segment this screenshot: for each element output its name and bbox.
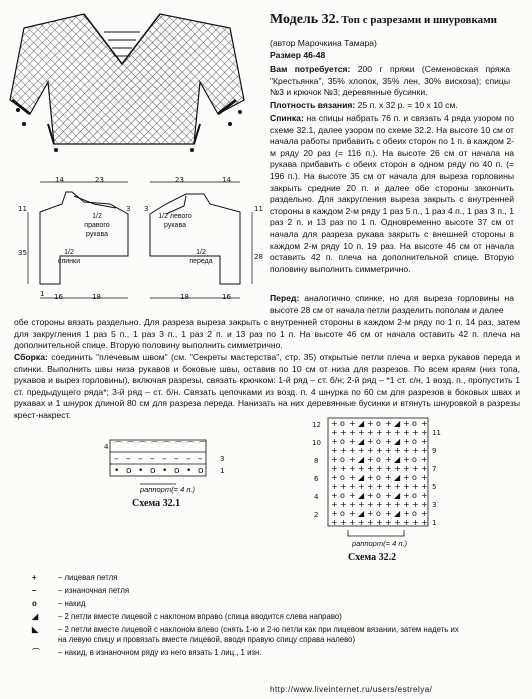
chart-symbol: + [403,455,410,464]
chart-symbol: + [421,455,428,464]
chart-symbol: + [358,428,365,437]
chart-symbol: o [412,455,417,464]
back-paragraph [270,113,514,275]
legend-item [32,648,261,658]
chart-symbol: ◢ [358,473,365,482]
chart-symbol: + [385,446,392,455]
row-number: 5 [432,483,437,491]
chart-symbol: o [412,491,417,500]
chart-symbol: + [349,419,356,428]
legend-text: – 2 петли вместе лицевой с наклоном вправо (спица вводится слева направо) [58,612,342,621]
dim-label: 16 [222,293,231,301]
chart-symbol: + [331,428,338,437]
assembly-label: Сборка: [14,352,48,362]
legend-item [32,612,342,622]
chart-symbol: ⌒ [198,442,208,452]
chart-symbol: ◢ [394,419,401,428]
chart-symbol: o [376,509,381,518]
gauge-paragraph [270,100,510,112]
chart-symbol: o [340,509,345,518]
chart-symbol: ◢ [358,455,365,464]
legend-item [32,625,459,635]
chart-symbol: o [340,419,345,428]
dim-label: 1 [40,290,45,298]
k2tog-left-icon: ◣ [32,625,38,634]
dim-label: 35 [18,249,27,257]
chart-symbol: + [331,455,338,464]
legend-item [32,586,129,596]
chart-symbol: + [367,428,374,437]
chart-symbol: • [114,466,120,476]
chart-symbol: + [349,428,356,437]
chart-symbol: + [421,419,428,428]
chart-symbol: + [349,473,356,482]
chart-symbol: + [394,500,401,509]
chart-symbol: ⌒ [162,442,172,452]
chart-symbol: + [331,500,338,509]
chart-symbol: • [162,466,168,476]
chart-symbol: + [376,518,383,527]
chart-symbol: o [376,491,381,500]
front-paragraph-top [270,293,514,316]
row-number: 11 [432,429,441,437]
chart-symbol: + [340,464,347,473]
chart-symbol: + [385,464,392,473]
row-number: 12 [312,421,321,429]
chart-symbol: ◢ [394,473,401,482]
chart-symbol: o [412,509,417,518]
chart-symbol: + [367,437,374,446]
purl-symbol-icon: – [32,586,37,595]
dim-label: 18 [92,293,101,301]
chart-symbol: + [331,419,338,428]
chart-symbol: + [376,446,383,455]
legend-text: на левую спицу и провязать вместе лицевой, вводя правую спицу справа налево) [58,635,356,644]
chart-symbol: + [349,482,356,491]
chart-symbol: + [349,446,356,455]
chart-symbol: – [174,454,179,464]
pattern-schematic [6,174,271,314]
chart-symbol: ⌒ [174,442,184,452]
model-name: Топ с разрезами и шнуровками [341,14,497,26]
chart-symbol: + [331,518,338,527]
front-paragraph: обе стороны вязать раздельно. Для разреза выреза закрыть с внутренней стороны в каждом 2-м ряду по 1 п. 14 раз, затем для закругления 1 раз 5 п., 1 раз 3 п., 1 раз 2 п. и 13 раз по 1 п. На высоте 46 см от начала оставить 42 п. плеча на дополнительной спице. Вторую половину выполнить симметрично. [14,317,520,351]
row-number: 9 [432,447,437,455]
chart-symbol: + [421,437,428,446]
chart-symbol: o [412,473,417,482]
chart-symbol: + [403,464,410,473]
chart-symbol: o [340,473,345,482]
scheme-32-1-caption: Схема 32.1 [132,498,181,509]
chart-symbol: + [340,446,347,455]
chart-symbol: + [403,518,410,527]
chart-symbol: + [403,491,410,500]
front-sleeve-label: 1/2 левого рукава [158,213,192,229]
chart-symbol: + [421,428,428,437]
chart-symbol: – [114,454,119,464]
chart-symbol: + [367,464,374,473]
chart-symbol: + [367,491,374,500]
materials-paragraph [270,64,510,99]
chart-symbol: + [367,509,374,518]
chart-symbol: + [385,491,392,500]
chart-symbol: + [385,500,392,509]
chart-symbol: + [331,491,338,500]
chart-symbol: ◢ [394,455,401,464]
front-text-top: аналогично спинке, но для выреза горловины на высоте 28 см от начала петли разделить пополам и далее [270,293,514,315]
chart-symbol: + [358,518,365,527]
chart-symbol: ◢ [358,419,365,428]
chart-symbol: + [421,509,428,518]
chart-symbol: + [367,446,374,455]
chart-symbol: + [421,500,428,509]
chart-symbol: + [349,509,356,518]
chart-symbol: + [358,482,365,491]
chart-symbol: + [385,509,392,518]
chart-symbol: + [394,446,401,455]
chart-symbol: + [421,446,428,455]
chart-symbol: + [421,518,428,527]
chart-symbol: + [412,500,419,509]
chart-symbol: + [403,419,410,428]
chart-symbol: + [376,464,383,473]
row-number: 8 [314,457,319,465]
chart-symbol: + [394,464,401,473]
row-number: 1 [432,519,437,527]
chart-symbol: + [385,473,392,482]
k2tog-right-icon: ◢ [32,612,38,621]
chart-symbol: + [331,473,338,482]
rapport-label: раппорт(= 4 п.) [140,485,196,494]
chart-symbol: ◢ [394,509,401,518]
chart-symbol: + [412,482,419,491]
row-number: 10 [312,439,321,447]
back-label: Спинка: [270,113,304,123]
assembly-text: соединить "плечевым швом" (см. "Секреты мастерства", стр. 35) открытые петли плеча и верха рукавов переда и спинки. Выполнить швы низа рукавов и боковые швы, оставив по 10 см от низа для разрезов. По всем краям (низ топа, рукавов и вырез горловины), включая разрезы, связать крючком: 1-й ряд – ст. б/н; 2-й ряд – *1 ст. с/н, 1 возд. п., пропустить 1 ст. предыдущего ряда*; 3-й ряд – ст. б/н. Связать цепочками из возд. п. 4 шнурка по 60 см для разрезов в боковых швах и рукавах и 1 шнурок длиной 80 см для разреза переда. Нанизать на них деревянные бусинки и втянуть шнуровкой в разрезы крест-накрест. [14,352,520,420]
chart-symbol: o [376,455,381,464]
model-number: Модель 32. [270,12,340,27]
size: Размер 46-48 [270,50,326,60]
chart-symbol: + [403,437,410,446]
chart-symbol: + [358,500,365,509]
dim-label: 28 [254,253,263,261]
dim-label: 16 [54,293,63,301]
chart-symbol: + [367,500,374,509]
chart-symbol: + [331,437,338,446]
gauge-label: Плотность вязания: [270,100,356,110]
model-title [270,14,497,27]
chart-symbol: + [367,419,374,428]
chart-symbol: + [340,518,347,527]
chart-symbol: + [412,428,419,437]
chart-symbol: + [403,428,410,437]
chart-symbol: o [412,437,417,446]
chart-symbol: + [403,446,410,455]
chart-symbol: o [174,466,180,476]
dim-label: 11 [254,205,263,213]
chart-symbol: ◢ [358,437,365,446]
chart-symbol: o [412,419,417,428]
chart-symbol: + [349,437,356,446]
chart-symbol: ◢ [358,509,365,518]
chart-symbol: o [340,437,345,446]
chart-symbol: + [403,473,410,482]
legend-text: – накид, в изнаночном ряду из него вязать 1 лиц., 1 изн. [58,648,262,657]
dim-label: 11 [18,205,27,213]
chart-symbol: – [198,454,203,464]
row-number: 7 [432,465,437,473]
chart-symbol: ◢ [358,491,365,500]
row-number: 6 [314,475,319,483]
chart-symbol: ⌒ [114,442,124,452]
legend-text: – изнаночная петля [58,586,130,595]
assembly-paragraph [14,352,520,422]
chart-symbol: + [412,446,419,455]
materials-label: Вам потребуется: [270,64,351,74]
chart-symbol: + [394,428,401,437]
dim-label: 23 [175,176,184,184]
yarn-over-icon: o [32,599,37,608]
chart-symbol: + [358,446,365,455]
chart-symbol: + [331,464,338,473]
chart-symbol: + [376,482,383,491]
row-number: 4 [314,493,319,501]
chart-symbol: + [421,473,428,482]
chart-symbol: – [138,454,143,464]
chart-symbol: o [376,437,381,446]
dim-label: 3 [144,205,149,213]
chart-symbol: + [331,482,338,491]
chart-symbol: + [340,428,347,437]
chart-symbol: + [403,509,410,518]
chart-symbol: ⌒ [138,442,148,452]
chart-symbol: o [376,419,381,428]
chart-symbol: + [385,437,392,446]
row-number: 2 [314,511,319,519]
knit-symbol-icon: + [32,573,37,582]
dim-label: 3 [126,205,131,213]
legend-text: – лицевая петля [58,573,118,582]
chart-symbol: + [421,491,428,500]
author: (автор Марочкина Тамара) [270,38,377,48]
scheme-32-2-grid [322,416,442,536]
legend-item [32,635,355,645]
chart-symbol: ⌒ [186,442,196,452]
chart-symbol: + [349,500,356,509]
chart-symbol: + [403,482,410,491]
dim-label: 14 [55,176,64,184]
dim-label: 23 [95,176,104,184]
chart-symbol: + [376,500,383,509]
rapport-bracket [346,528,406,538]
footer-url: http://www.liveinternet.ru/users/estrelya/ [270,685,433,694]
chart-symbol: + [358,464,365,473]
chart-symbol: + [349,464,356,473]
front-label: Перед: [270,293,300,303]
chart-symbol: + [421,482,428,491]
chart-symbol: – [162,454,167,464]
chart-symbol: + [421,464,428,473]
chart-symbol: + [376,428,383,437]
legend-item [32,573,117,583]
front-half-label: 1/2 переда [189,249,213,265]
chart-symbol: o [126,466,132,476]
increase-yo-icon: ⌒ [32,648,40,657]
chart-symbol: o [340,455,345,464]
chart-symbol: + [367,455,374,464]
chart-symbol: + [385,428,392,437]
chart-symbol: ◢ [394,491,401,500]
chart-symbol: + [340,500,347,509]
legend-item [32,599,85,609]
chart-symbol: + [385,455,392,464]
chart-symbol: ◢ [394,437,401,446]
back-text: на спицы набрать 76 п. и связать 4 ряда узором по схеме 32.1, далее узором по схеме 32.2. На высоте 10 см от начала работы прибавить с обеих сторон по 1 п. в каждом 2-м ряду 20 раз (= 116 п.). На высоте 26 см от начала на рукава прибавить с обеих сторон в одном ряду по 40 п. (= 196 п.). На высоте 35 см от начала для выреза горловины закрыть средние 20 п. и далее обе стороны закончить раздельно. Для закругления выреза закрыть с внутренней стороны в каждом 2-м ряду 1 раз 5 п., 1 раз 4 п., 1 раз 3 п., 1 раз 2 п. и 13 раз по 1 п. Одновременно высоте 37 см от начала для разреза рукава закрыть с внешней стороны в каждом 2-м ряду 10 п. 19 раз. На высоте 46 см от начала оставить 42 п. плеча на дополнительной спице. Вторую половину выполнить симметрично. [270,113,514,274]
garment-illustration [4,4,254,154]
chart-symbol: + [412,518,419,527]
chart-symbol: + [349,491,356,500]
chart-symbol: + [340,482,347,491]
chart-symbol: + [331,446,338,455]
row-number: 1 [220,467,225,475]
dim-label: 14 [222,176,231,184]
chart-symbol: + [403,500,410,509]
chart-symbol: – [186,454,191,464]
chart-symbol: + [349,518,356,527]
row-number: 3 [432,501,437,509]
chart-symbol: o [376,473,381,482]
chart-symbol: + [385,482,392,491]
chart-symbol: + [394,518,401,527]
chart-symbol: • [138,466,144,476]
chart-symbol: + [331,509,338,518]
chart-symbol: + [412,464,419,473]
chart-symbol: – [150,454,155,464]
materials-text: 200 г пряжи (Семеновская пряжа "Крестьянка", 35% хлопок, 35% лен, 30% вискоза); спицы №3 и крючок №3; деревянные бусинки. [270,64,511,98]
chart-symbol: + [349,455,356,464]
scheme-32-2-caption: Схема 32.2 [348,552,397,563]
chart-symbol: – [126,454,131,464]
chart-symbol: + [385,518,392,527]
chart-symbol: o [150,466,156,476]
chart-symbol: o [340,491,345,500]
chart-symbol: ⌒ [126,442,136,452]
chart-symbol: o [198,466,204,476]
chart-symbol: + [385,419,392,428]
gauge-text: 25 п. х 32 р. = 10 х 10 см. [357,100,458,110]
back-half-label: 1/2 спинки [57,249,81,265]
chart-symbol: + [394,482,401,491]
chart-symbol: + [367,473,374,482]
chart-symbol: + [367,482,374,491]
chart-symbol: • [186,466,192,476]
chart-symbol: + [367,518,374,527]
legend-text: – 2 петли вместе лицевой с наклоном влево (снять 1-ю и 2-ю петли как при лицевом вязании, затем надеть их [58,625,459,634]
row-number: 3 [220,455,225,463]
chart-symbol: ⌒ [150,442,160,452]
dim-label: 18 [180,293,189,301]
rapport-label: раппорт(= 4 п.) [352,539,408,548]
back-sleeve-label: 1/2 правого рукава [84,213,110,238]
legend-text: – накид [58,599,86,608]
row-number: 4 [104,443,109,451]
